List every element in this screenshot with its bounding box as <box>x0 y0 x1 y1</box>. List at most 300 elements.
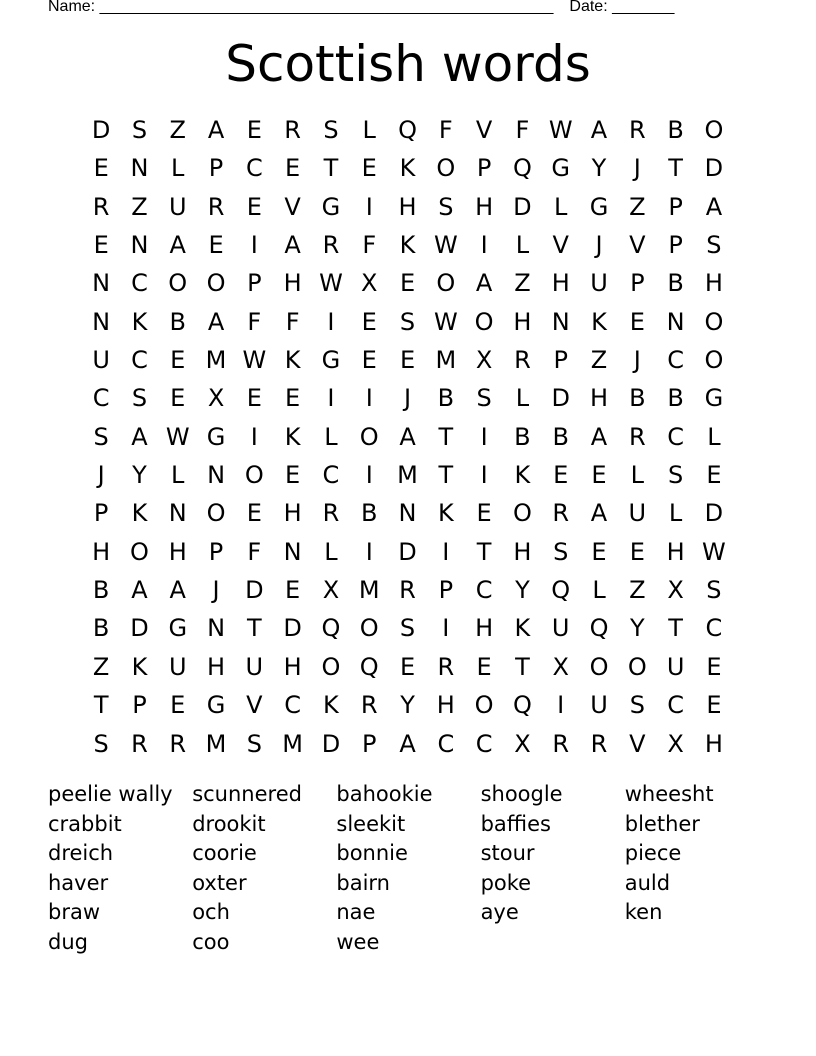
grid-letter: X <box>361 269 378 298</box>
grid-letter: S <box>131 384 148 413</box>
grid-letter: S <box>706 576 722 605</box>
grid-letter: E <box>285 154 301 183</box>
grid-letter: R <box>514 346 531 375</box>
word-list-item: scunnered <box>192 782 302 806</box>
grid-letter: N <box>283 537 302 566</box>
grid-letter: Y <box>591 154 607 183</box>
grid-letter: G <box>589 192 609 221</box>
grid-letter: W <box>433 231 458 260</box>
grid-letter: M <box>358 576 380 605</box>
grid-letter: G <box>321 192 341 221</box>
grid-letter: M <box>435 346 457 375</box>
grid-letter: B <box>514 422 531 451</box>
grid-letter: Y <box>132 461 147 490</box>
grid-letter: X <box>207 384 225 413</box>
grid-letter: A <box>207 307 225 336</box>
grid-letter: F <box>247 537 262 566</box>
grid-letter: K <box>323 691 339 720</box>
word-list-item: ken <box>624 900 663 925</box>
grid-letter: P <box>476 154 492 183</box>
word-list-item: drookit <box>192 811 266 836</box>
word-list-item: nae <box>336 900 376 925</box>
grid-letter: X <box>667 576 684 605</box>
grid-letter: H <box>283 652 302 681</box>
grid-letter: Z <box>629 576 646 605</box>
grid-letter: S <box>706 231 722 260</box>
grid-letter: O <box>589 652 609 681</box>
grid-letter: I <box>250 422 258 451</box>
grid-letter: Y <box>629 614 645 643</box>
word-list-item: haver <box>48 870 109 895</box>
grid-letter: B <box>667 116 684 144</box>
word-list-item: braw <box>48 900 101 925</box>
grid-letter: H <box>436 691 455 720</box>
grid-letter: F <box>247 307 262 336</box>
grid-letter: C <box>245 154 263 183</box>
word-list <box>48 779 769 957</box>
grid-letter: N <box>92 307 111 336</box>
grid-letter: K <box>131 307 148 336</box>
grid-letter: H <box>283 269 302 298</box>
grid-letter: K <box>514 614 531 643</box>
grid-letter: O <box>206 499 226 528</box>
grid-letter: D <box>91 116 111 144</box>
word-list-item: shoogle <box>480 782 563 806</box>
grid-letter: D <box>551 384 570 413</box>
grid-letter: V <box>246 691 263 720</box>
grid-letter: E <box>591 461 607 490</box>
word-list-item: sleekit <box>336 811 406 836</box>
grid-letter: H <box>513 537 532 566</box>
grid-letter: I <box>250 231 258 260</box>
grid-letter: A <box>131 422 148 451</box>
grid-letter: Z <box>590 346 608 375</box>
grid-letter: C <box>437 729 455 758</box>
grid-letter: W <box>548 116 573 144</box>
grid-letter: Z <box>169 116 186 144</box>
grid-letter: O <box>321 652 341 681</box>
grid-letter: C <box>284 691 302 720</box>
grid-letter: E <box>553 461 569 490</box>
grid-letter: S <box>399 614 416 643</box>
grid-letter: M <box>205 729 227 758</box>
grid-letter: L <box>171 154 185 183</box>
grid-letter: S <box>93 729 109 758</box>
word-list-item: stour <box>480 841 535 866</box>
grid-letter: L <box>554 192 568 221</box>
grid-letter: O <box>130 537 149 566</box>
grid-letter: D <box>245 576 264 605</box>
grid-letter: I <box>327 384 335 413</box>
grid-letter: V <box>475 116 493 144</box>
date-field-label: Date: _______ <box>569 0 675 15</box>
grid-letter: A <box>399 422 416 451</box>
grid-letter: J <box>633 154 641 183</box>
grid-letter: U <box>628 499 647 528</box>
grid-letter: V <box>284 192 301 221</box>
grid-letter: N <box>168 499 187 528</box>
grid-letter: M <box>282 729 303 758</box>
grid-letter: K <box>284 346 301 375</box>
header <box>48 0 674 17</box>
grid-letter: B <box>552 422 569 451</box>
word-list-item: dug <box>48 929 88 954</box>
grid-letter: I <box>480 461 488 490</box>
grid-letter: L <box>324 537 338 566</box>
grid-letter: L <box>171 461 185 490</box>
grid-letter: W <box>242 346 267 375</box>
grid-letter: E <box>399 269 416 298</box>
grid-letter: X <box>514 729 531 758</box>
grid-letter: H <box>168 537 187 566</box>
grid-letter: A <box>169 231 186 260</box>
grid-letter: Z <box>629 192 646 221</box>
grid-letter: C <box>475 576 493 605</box>
grid-letter: L <box>324 422 338 451</box>
word-list-item: coorie <box>192 841 257 866</box>
grid-letter: H <box>704 729 723 758</box>
grid-letter: T <box>668 614 683 643</box>
grid-letter: T <box>93 691 109 720</box>
grid-letter: E <box>706 652 722 681</box>
grid-letter: G <box>206 691 226 720</box>
grid-letter: D <box>283 614 302 643</box>
grid-letter: F <box>515 116 530 144</box>
grid-letter: P <box>208 154 224 183</box>
grid-letter: U <box>168 192 187 221</box>
grid-letter: E <box>285 461 301 490</box>
grid-letter: J <box>403 384 412 413</box>
grid-letter: L <box>515 231 530 260</box>
grid-letter: T <box>438 422 454 451</box>
grid-letter: A <box>399 729 416 758</box>
grid-letter: T <box>247 614 262 643</box>
grid-letter: S <box>438 192 454 221</box>
page-title: Scottish words <box>225 35 591 93</box>
grid-letter: E <box>246 192 262 221</box>
word-list-item: piece <box>624 841 682 866</box>
grid-letter: P <box>630 269 645 298</box>
grid-letter: F <box>362 231 377 260</box>
grid-letter: M <box>397 461 418 490</box>
grid-letter: I <box>327 307 335 336</box>
grid-letter: J <box>595 231 603 260</box>
grid-letter: H <box>666 537 685 566</box>
grid-letter: U <box>92 346 110 375</box>
grid-letter: G <box>551 154 571 183</box>
grid-letter: E <box>361 154 377 183</box>
grid-letter: I <box>442 614 450 643</box>
grid-letter: L <box>668 499 683 528</box>
grid-letter: D <box>130 614 149 643</box>
grid-letter: C <box>667 422 684 451</box>
grid-letter: B <box>667 384 684 413</box>
grid-letter: K <box>591 307 607 336</box>
grid-letter: C <box>475 729 493 758</box>
grid-letter: V <box>629 729 646 758</box>
grid-letter: R <box>360 691 378 720</box>
grid-letter: V <box>552 231 569 260</box>
grid-letter: G <box>206 422 226 451</box>
grid-letter: P <box>438 576 454 605</box>
grid-letter: I <box>480 231 488 260</box>
grid-letter: A <box>705 192 723 221</box>
grid-letter: K <box>437 499 454 528</box>
grid-letter: H <box>513 307 532 336</box>
grid-letter: Q <box>398 116 417 144</box>
word-list-item: dreich <box>48 841 114 866</box>
grid-letter: S <box>93 422 109 451</box>
grid-letter: R <box>628 116 646 144</box>
word-list-item: peelie wally <box>48 782 173 806</box>
grid-letter: Z <box>92 652 110 681</box>
grid-letter: H <box>475 192 494 221</box>
grid-letter: H <box>207 652 226 681</box>
grid-letter: X <box>667 729 684 758</box>
grid-letter: K <box>514 461 531 490</box>
grid-letter: L <box>592 576 606 605</box>
grid-letter: R <box>169 729 187 758</box>
grid-letter: N <box>130 231 149 260</box>
grid-letter: E <box>706 461 722 490</box>
grid-letter: I <box>365 537 373 566</box>
grid-letter: P <box>132 691 147 720</box>
word-list-item: wheesht <box>624 782 714 806</box>
grid-letter: T <box>515 652 530 681</box>
grid-letter: O <box>512 499 532 528</box>
grid-letter: A <box>169 576 186 605</box>
word-list-item: bairn <box>336 870 390 895</box>
grid-letter: F <box>438 116 453 144</box>
grid-letter: E <box>591 537 607 566</box>
grid-letter: B <box>629 384 646 413</box>
grid-letter: C <box>322 461 340 490</box>
grid-letter: H <box>92 537 111 566</box>
grid-letter: D <box>704 154 724 183</box>
grid-letter: U <box>551 614 570 643</box>
grid-letter: U <box>666 652 685 681</box>
grid-letter: G <box>168 614 188 643</box>
word-list-item: aye <box>480 900 519 925</box>
grid-letter: U <box>590 269 608 298</box>
grid-letter: S <box>667 461 684 490</box>
grid-letter: P <box>668 231 683 260</box>
grid-letter: W <box>165 422 190 451</box>
word-list-item: wee <box>336 929 380 954</box>
grid-letter: E <box>361 346 377 375</box>
grid-letter: E <box>208 231 224 260</box>
word-list-item: poke <box>480 870 532 895</box>
grid-letter: B <box>437 384 455 413</box>
grid-letter: P <box>208 537 224 566</box>
grid-letter: H <box>475 614 494 643</box>
grid-letter: N <box>398 499 417 528</box>
grid-letter: K <box>131 499 148 528</box>
grid-letter: O <box>474 307 494 336</box>
word-list-item: och <box>192 900 230 925</box>
grid-letter: E <box>361 307 377 336</box>
grid-letter: O <box>474 691 494 720</box>
word-list-item: auld <box>624 870 671 895</box>
grid-letter: E <box>285 384 301 413</box>
grid-letter: E <box>246 116 262 144</box>
grid-letter: K <box>399 154 416 183</box>
grid-letter: A <box>284 231 301 260</box>
grid-letter: U <box>168 652 187 681</box>
grid-letter: E <box>170 691 186 720</box>
grid-letter: O <box>704 346 724 375</box>
grid-letter: R <box>628 422 646 451</box>
grid-letter: I <box>480 422 488 451</box>
grid-letter: D <box>321 729 341 758</box>
grid-letter: W <box>702 537 726 566</box>
grid-letter: Q <box>359 652 379 681</box>
grid-letter: O <box>244 461 264 490</box>
grid-letter: E <box>629 537 645 566</box>
grid-letter: I <box>442 537 450 566</box>
word-list-item: blether <box>624 811 700 836</box>
grid-letter: E <box>285 576 301 605</box>
grid-letter: A <box>590 116 608 144</box>
grid-letter: S <box>131 116 148 144</box>
grid-letter: D <box>513 192 532 221</box>
grid-letter: R <box>207 192 225 221</box>
grid-letter: K <box>131 652 148 681</box>
grid-letter: E <box>170 384 186 413</box>
grid-letter: V <box>629 231 646 260</box>
grid-letter: P <box>553 346 568 375</box>
word-list-item: baffies <box>480 811 551 836</box>
grid-letter: Z <box>514 269 531 298</box>
grid-letter: S <box>323 116 339 144</box>
word-list-item: crabbit <box>48 811 122 836</box>
grid-letter: O <box>627 652 647 681</box>
grid-letter: Q <box>321 614 341 643</box>
grid-letter: A <box>131 576 148 605</box>
grid-letter: P <box>361 729 377 758</box>
grid-letter: O <box>359 614 379 643</box>
grid-letter: L <box>630 461 644 490</box>
grid-letter: Y <box>515 576 530 605</box>
grid-letter: R <box>552 499 570 528</box>
grid-letter: R <box>552 729 570 758</box>
grid-letter: C <box>131 269 148 298</box>
grid-letter: N <box>207 461 226 490</box>
grid-letter: H <box>704 269 723 298</box>
grid-letter: Y <box>400 691 415 720</box>
grid-letter: E <box>476 499 492 528</box>
grid-letter: C <box>667 346 684 375</box>
grid-letter: O <box>168 269 188 298</box>
grid-letter: R <box>437 652 455 681</box>
grid-letter: I <box>365 461 373 490</box>
grid-letter: F <box>285 307 300 336</box>
grid-letter: R <box>399 576 416 605</box>
grid-letter: P <box>93 499 109 528</box>
grid-letter: O <box>206 269 226 298</box>
letter-grid <box>82 111 733 763</box>
grid-letter: S <box>399 307 416 336</box>
grid-letter: K <box>284 422 301 451</box>
grid-letter: X <box>475 346 493 375</box>
grid-letter: O <box>704 307 724 336</box>
grid-letter: W <box>433 307 458 336</box>
grid-letter: O <box>359 422 379 451</box>
grid-letter: N <box>92 269 111 298</box>
grid-letter: R <box>590 729 608 758</box>
grid-letter: R <box>284 116 301 144</box>
grid-letter: X <box>552 652 569 681</box>
grid-letter: A <box>590 422 608 451</box>
grid-letter: D <box>398 537 417 566</box>
grid-letter: O <box>436 154 456 183</box>
grid-letter: I <box>557 691 565 720</box>
grid-letter: H <box>398 192 417 221</box>
grid-letter: P <box>668 192 683 221</box>
grid-letter: E <box>476 652 492 681</box>
grid-letter: E <box>706 691 722 720</box>
grid-letter: G <box>704 384 724 413</box>
grid-letter: T <box>668 154 683 183</box>
word-list-item: bonnie <box>336 841 408 866</box>
grid-letter: I <box>365 192 373 221</box>
word-list-item: bahookie <box>336 782 433 806</box>
grid-letter: S <box>629 691 645 720</box>
grid-letter: S <box>476 384 492 413</box>
grid-letter: J <box>97 461 105 490</box>
grid-letter: B <box>169 307 186 336</box>
grid-letter: C <box>667 691 684 720</box>
grid-letter: A <box>590 499 608 528</box>
grid-letter: Q <box>512 691 532 720</box>
grid-letter: E <box>399 346 416 375</box>
word-list-item: coo <box>192 929 230 954</box>
grid-letter: H <box>589 384 609 413</box>
grid-letter: W <box>319 269 343 298</box>
grid-letter: J <box>212 576 220 605</box>
grid-letter: S <box>553 537 569 566</box>
grid-letter: Q <box>512 154 532 183</box>
grid-letter: I <box>365 384 373 413</box>
grid-letter: R <box>322 499 340 528</box>
grid-letter: C <box>131 346 148 375</box>
grid-letter: L <box>362 116 376 144</box>
grid-letter: C <box>92 384 110 413</box>
grid-letter: P <box>247 269 262 298</box>
grid-letter: A <box>475 269 493 298</box>
grid-letter: E <box>246 499 262 528</box>
grid-letter: B <box>667 269 684 298</box>
grid-letter: E <box>93 154 109 183</box>
grid-letter: G <box>321 346 341 375</box>
grid-letter: O <box>704 116 724 144</box>
grid-letter: L <box>707 422 721 451</box>
grid-letter: T <box>476 537 492 566</box>
grid-letter: R <box>322 231 340 260</box>
grid-letter: N <box>130 154 149 183</box>
grid-letter: L <box>515 384 530 413</box>
grid-letter: H <box>551 269 570 298</box>
grid-letter: E <box>170 346 186 375</box>
grid-letter: Q <box>589 614 609 643</box>
name-field-label: Name: ___________________________________________________ <box>48 0 554 15</box>
word-list-item: oxter <box>192 870 247 895</box>
grid-letter: E <box>399 652 416 681</box>
grid-letter: A <box>207 116 225 144</box>
grid-letter: N <box>666 307 685 336</box>
grid-letter: E <box>246 384 262 413</box>
grid-letter: T <box>438 461 454 490</box>
